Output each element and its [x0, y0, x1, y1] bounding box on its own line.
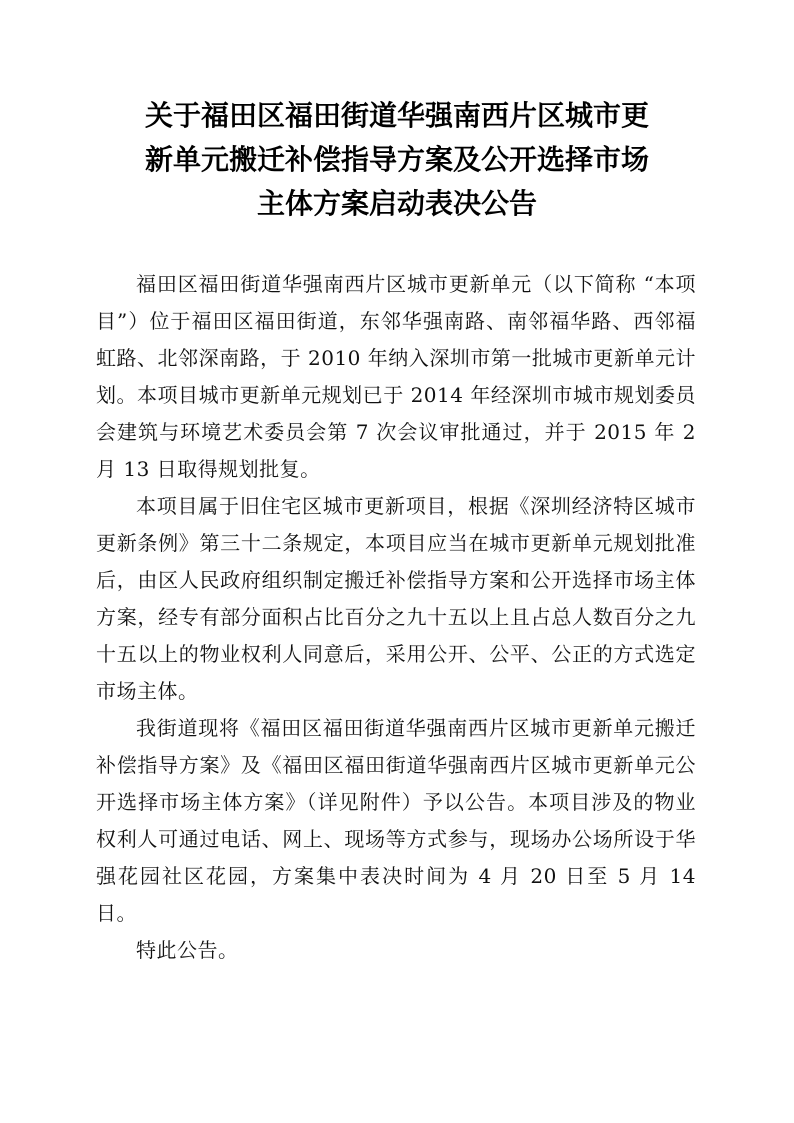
document-body — [96, 266, 696, 969]
document-title — [0, 94, 794, 226]
paragraph-legal-basis: 本项目属于旧住宅区城市更新项目，根据《深圳经济特区城市更新条例》第三十二条规定，本项目应当在城市更新单元规划批准后，由区人民政府组织制定搬迁补偿指导方案和公开选择市场主体方案，经专有部分面积占比百分之九十五以上且占总人数百分之九十五以上的物业权利人同意后，采用公开、公平、公正的方式选定市场主体。 — [96, 494, 696, 703]
paragraph-announcement: 我街道现将《福田区福田街道华强南西片区城市更新单元搬迁补偿指导方案》及《福田区福田街道华强南西片区城市更新单元公开选择市场主体方案》（详见附件）予以公告。本项目涉及的物业权利人可通过电话、网上、现场等方式参与，现场办公场所设于华强花园社区花园，方案集中表决时间为 4 月 20 日至 5 月 14 日。 — [96, 716, 696, 925]
title-line-1: 关于福田区福田街道华强南西片区城市更 — [144, 99, 649, 132]
title-line-2: 新单元搬迁补偿指导方案及公开选择市场 — [144, 143, 649, 176]
paragraph-closing: 特此公告。 — [136, 938, 239, 962]
paragraph-project-overview: 福田区福田街道华强南西片区城市更新单元（以下简称 “本项目”）位于福田区福田街道，东邻华强南路、南邻福华路、西邻福虹路、北邻深南路，于 2010 年纳入深圳市第一批城市更新单元计划。本项目城市更新单元规划已于 2014 年经深圳市城市规划委员会建筑与环境艺术委员会第 7 次会议审批通过，并于 2015 年 2 月 13 日取得规划批复。 — [96, 272, 696, 481]
title-line-3: 主体方案启动表决公告 — [256, 187, 537, 220]
